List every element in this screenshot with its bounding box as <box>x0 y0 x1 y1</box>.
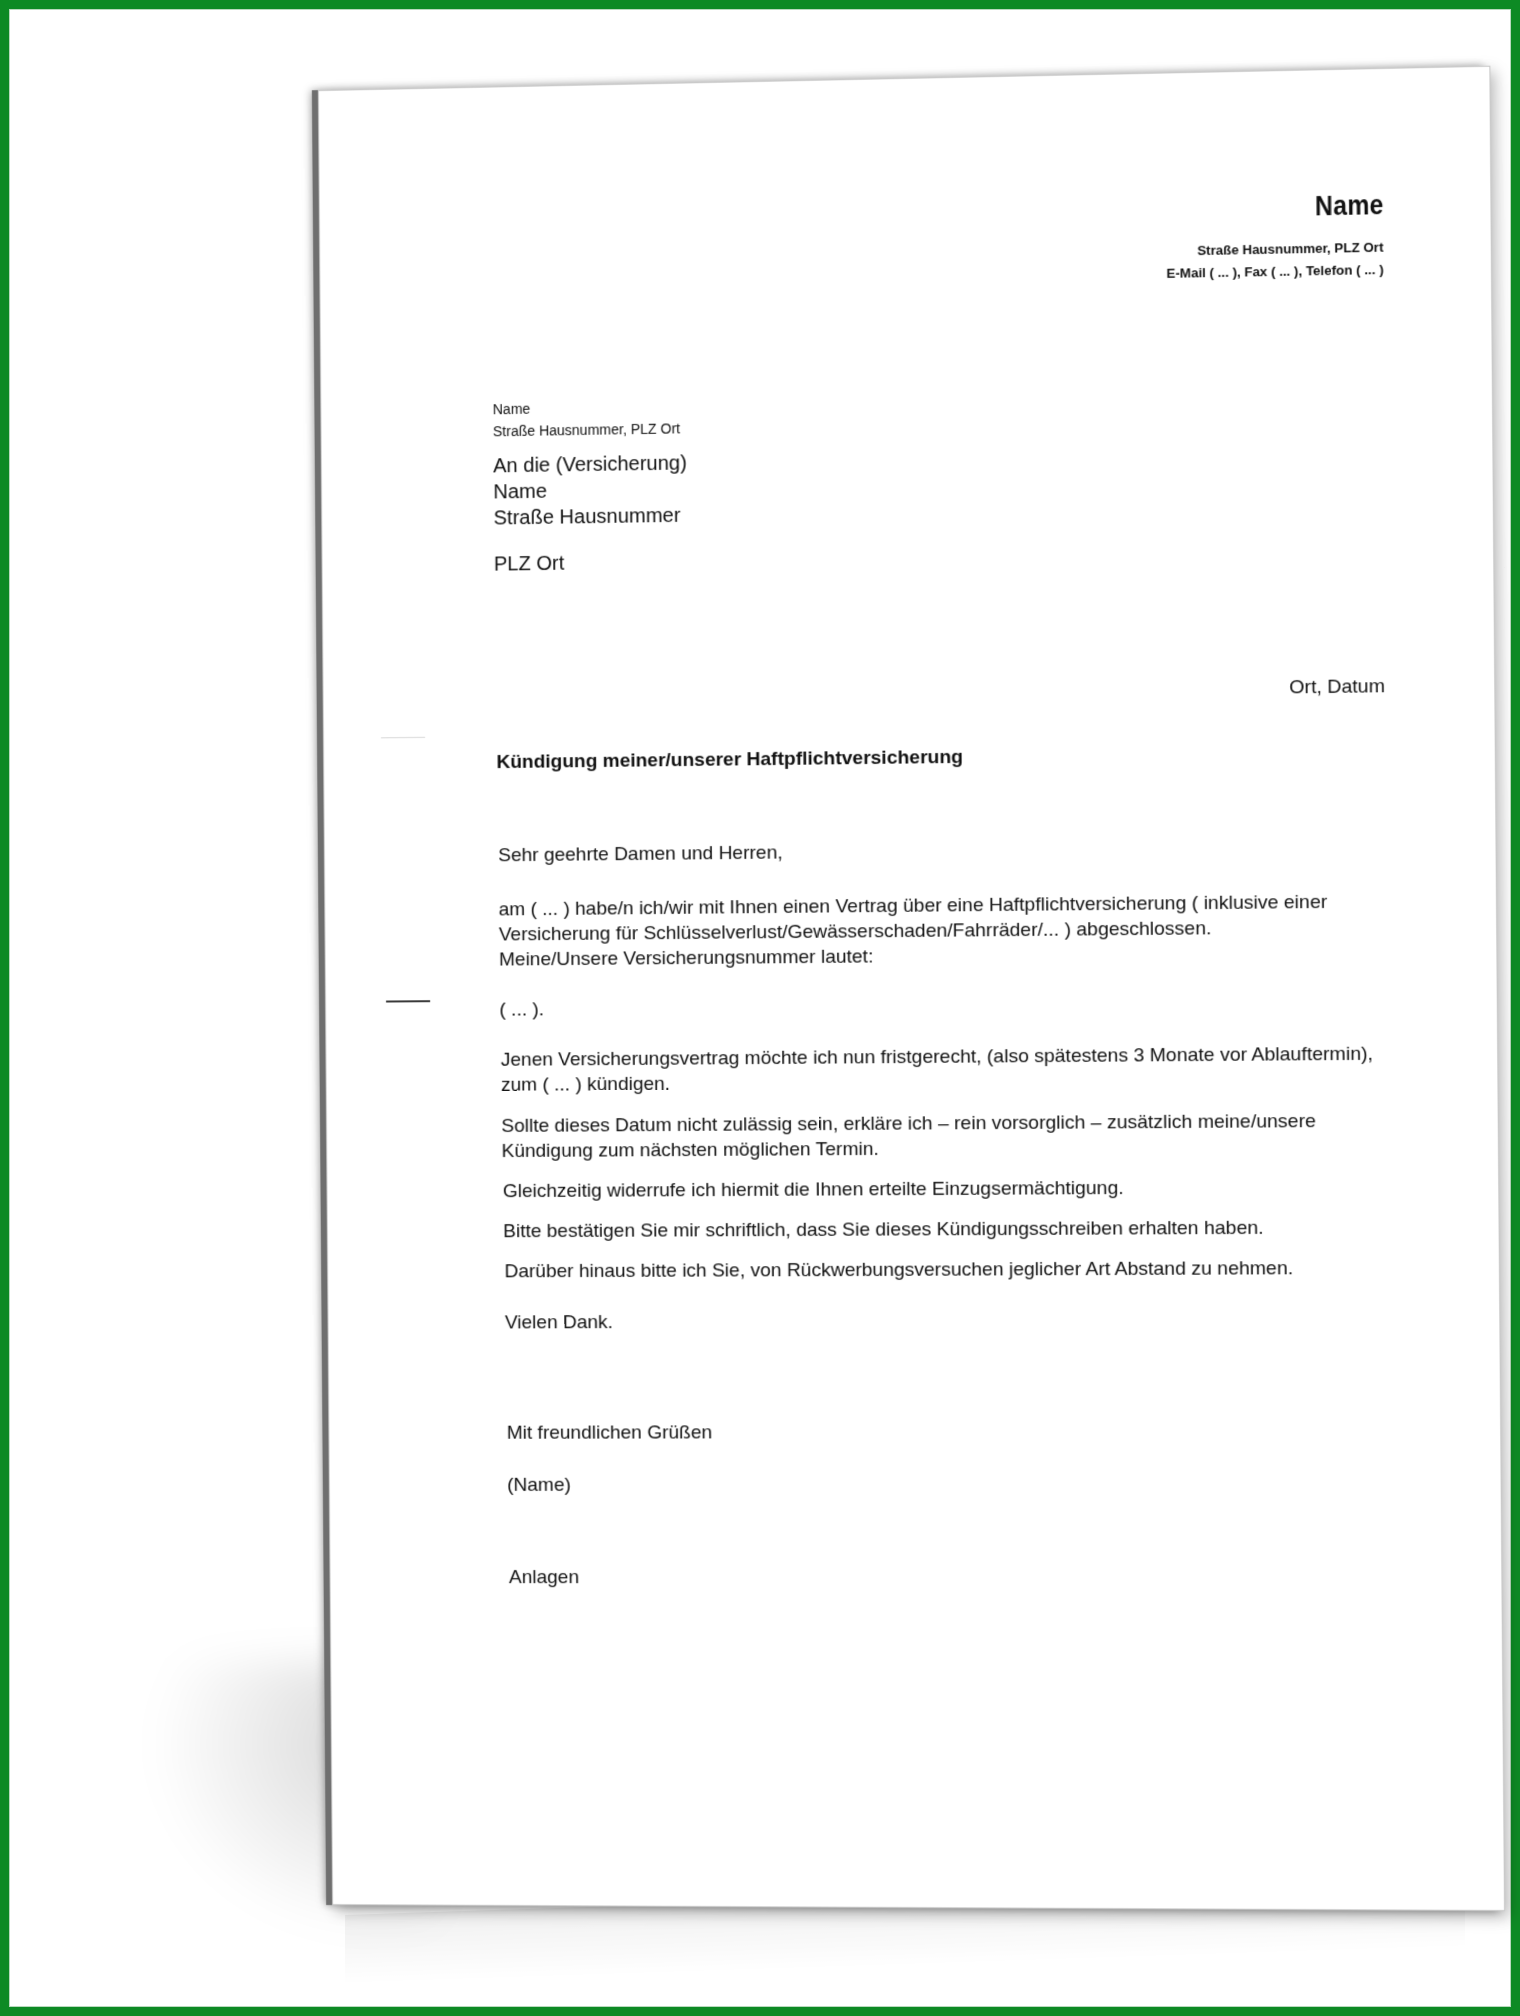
sender-name: Name <box>1314 188 1384 222</box>
paragraph-1-line-1: am ( ... ) habe/n ich/wir mit Ihnen einen Vertrag über eine Haftpflichtversicherung ( inklusive einer <box>498 891 1328 921</box>
fold-mark-middle <box>386 1000 430 1002</box>
recipient-line-2: Name <box>493 480 548 504</box>
attachments: Anlagen <box>508 1567 580 1589</box>
paragraph-1-line-3: Meine/Unsere Versicherungsnummer lautet: <box>498 946 874 971</box>
insurance-number: ( ... ). <box>499 999 545 1021</box>
paragraph-6: Bitte bestätigen Sie mir schriftlich, dass Sie dieses Kündigungsschreiben erhalten haben. <box>503 1217 1264 1243</box>
letter-page <box>318 66 1505 1911</box>
closing: Mit freundlichen Grüßen <box>506 1422 713 1444</box>
return-address-street: Straße Hausnummer, PLZ Ort <box>492 420 681 440</box>
paragraph-3-line-1: Jenen Versicherungsvertrag möchte ich nun fristgerecht, (also spätestens 3 Monate vor Ablauftermin), <box>500 1043 1374 1071</box>
date-line: Ort, Datum <box>1289 675 1386 699</box>
paragraph-5: Gleichzeitig widerrufe ich hiermit die Ihnen erteilte Einzugsermächtigung. <box>502 1177 1124 1203</box>
paragraph-4-line-1: Sollte dieses Datum nicht zulässig sein, erkläre ich – rein vorsorglich – zusätzlich meine/unsere <box>501 1110 1316 1137</box>
sender-address: Straße Hausnummer, PLZ Ort <box>1197 239 1384 259</box>
paragraph-1-line-2: Versicherung für Schlüsselverlust/Gewässerschaden/Fahrräder/... ) abgeschlossen. <box>498 918 1212 946</box>
sender-contact: E-Mail ( ... ), Fax ( ... ), Telefon ( ... ) <box>1166 261 1384 281</box>
recipient-line-1: An die (Versicherung) <box>493 452 687 478</box>
fold-mark-top <box>381 737 425 739</box>
recipient-line-3: Straße Hausnummer <box>493 504 681 530</box>
return-address-name: Name <box>492 400 531 418</box>
paragraph-8: Vielen Dank. <box>504 1312 614 1334</box>
paragraph-4-line-2: Kündigung zum nächsten möglichen Termin. <box>501 1138 879 1163</box>
salutation: Sehr geehrte Damen und Herren, <box>498 842 783 867</box>
signature-name: (Name) <box>507 1474 571 1496</box>
letter-subject: Kündigung meiner/unserer Haftpflichtversicherung <box>496 746 964 774</box>
paragraph-7: Darüber hinaus bitte ich Sie, von Rückwerbungsversuchen jeglicher Art Abstand zu nehmen. <box>504 1258 1294 1283</box>
paragraph-3-line-2: zum ( ... ) kündigen. <box>500 1073 671 1096</box>
recipient-city: PLZ Ort <box>493 552 565 576</box>
